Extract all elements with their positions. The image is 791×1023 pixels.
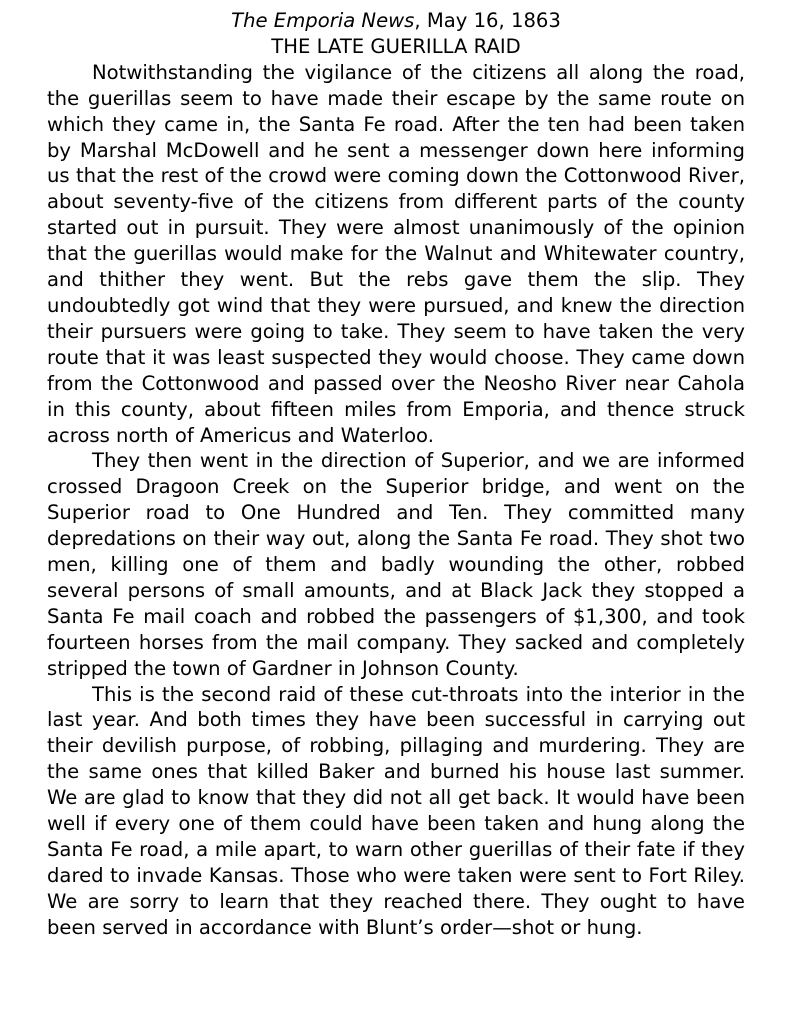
- article-paragraph-3: This is the second raid of these cut-throats into the interior in the last year. And both times they have been successful in carrying out their devilish purpose, of robbing, pillaging and murdering. They are the same ones that killed Baker and burned his house last summer. We are glad to know that they did not all get back. It would have been well if every one of them could have been taken and hung along the Santa Fe road, a mile apart, to warn other guerillas of their fate if they dared to invade Kansas. Those who were taken were sent to Fort Riley. We are sorry to learn that they reached there. They ought to have been served in accordance with Blunt’s order—shot or hung.: [47, 682, 745, 939]
- newspaper-name: The Emporia News: [231, 9, 415, 32]
- article-paragraph-2: They then went in the direction of Superior, and we are informed crossed Dragoon Creek on the Superior bridge, and went on the Superior road to One Hundred and Ten. They committed many depredations on their way out, along the Santa Fe road. They shot two men, killing one of them and badly wounding the other, robbed several persons of small amounts, and at Black Jack they stopped a Santa Fe mail coach and robbed the passengers of $1,300, and took fourteen horses from the mail company. They sacked and completely stripped the town of Gardner in Johnson County.: [47, 449, 745, 680]
- publication-date: , May 16, 1863: [414, 9, 561, 32]
- dateline: [47, 8, 745, 34]
- article-title: THE LATE GUERILLA RAID: [271, 34, 521, 58]
- document-page: [47, 8, 745, 941]
- article-paragraph-1: Notwithstanding the vigilance of the citizens all along the road, the guerillas seem to have made their escape by the same route on which they came in, the Santa Fe road. After the ten had been taken by Marshal McDowell and he sent a messenger down here informing us that the rest of the crowd were coming down the Cottonwood River, about seventy-five of the citizens from different parts of the county started out in pursuit. They were almost unanimously of the opinion that the guerillas would make for the Walnut and Whitewater country, and thither they went. But the rebs gave them the slip. They undoubtedly got wind that they were pursued, and knew the direction their pursuers were going to take. They seem to have taken the very route that it was least suspected they would choose. They came down from the Cottonwood and passed over the Neosho River near Cahola in this county, about fifteen miles from Emporia, and thence struck across north of Americus and Waterloo.: [47, 60, 745, 447]
